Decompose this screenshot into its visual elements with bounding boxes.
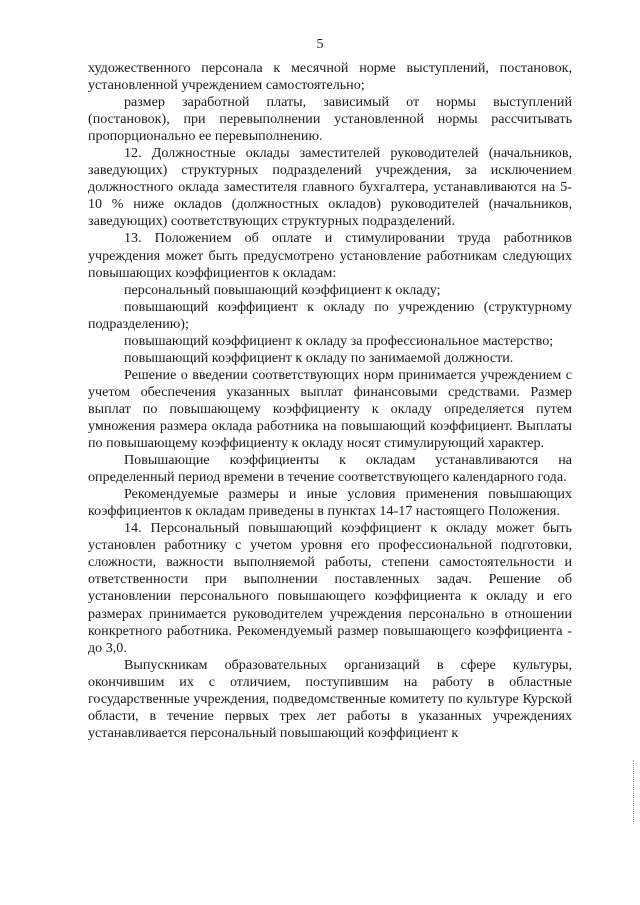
document-body (88, 60, 572, 742)
paragraph-continuation: художественного персонала к месячной норме выступлений, постановок, установленной учреждением самостоятельно; (88, 60, 572, 94)
scan-edge-mark (633, 760, 636, 824)
paragraph-period: Повышающие коэффициенты к окладам устанавливаются на определенный период времени в течение соответствующего календарного года. (88, 452, 572, 486)
paragraph-salary-norm: размер заработной платы, зависимый от нормы выступлений (постановок), при перевыполнении установленной нормы рассчитывать пропорционально ее перевыполнению. (88, 94, 572, 145)
list-item-position-coefficient: повышающий коэффициент к окладу по занимаемой должности. (124, 349, 514, 366)
paragraph-clause-13: 13. Положением об оплате и стимулировании труда работников учреждения может быть предусмотрено установление работникам следующих повышающих коэффициентов к окладам: (88, 230, 572, 281)
paragraph-graduates: Выпускникам образовательных организаций в сфере культуры, окончившим их с отличием, поступившим на работу в областные государственные учреждения, подведомственные комитету по культуре Курской области, в течение первых трех лет работы в указанных учреждениях устанавливается персональный повышающий коэффициент к (88, 656, 572, 741)
page-number: 5 (316, 37, 324, 52)
paragraph-clause-14: 14. Персональный повышающий коэффициент к окладу может быть установлен работнику с учетом уровня его профессиональной подготовки, сложности, важности выполняемой работы, степени самостоятельности и ответственности при выполнении поставленных задач. Решение об установлении персонального повышающего коэффициента к окладу и его размерах принимается руководителем учреждения персонально в отношении конкретного работника. Рекомендуемый размер повышающего коэффициента - до 3,0. (88, 520, 572, 656)
list-item-mastery-coefficient: повышающий коэффициент к окладу за профессиональное мастерство; (124, 332, 554, 349)
list-item-personal-coefficient: персональный повышающий коэффициент к окладу; (124, 281, 441, 298)
paragraph-recommended-sizes: Рекомендуемые размеры и иные условия применения повышающих коэффициентов к окладам приведены в пунктах 14-17 настоящего Положения. (88, 486, 572, 520)
paragraph-clause-12: 12. Должностные оклады заместителей руководителей (начальников, заведующих) структурных подразделений учреждения, за исключением должностного оклада заместителя главного бухгалтера, устанавливаются на 5-10 % ниже окладов (должностных окладов) руководителей (начальников, заведующих) соответствующих структурных подразделений. (88, 145, 572, 230)
list-item-institution-coefficient: повышающий коэффициент к окладу по учреждению (структурному подразделению); (88, 298, 572, 332)
paragraph-decision: Решение о введении соответствующих норм принимается учреждением с учетом обеспечения указанных выплат финансовыми средствами. Размер выплат по повышающему коэффициенту к окладу определяется путем умножения размера оклада работника на повышающий коэффициент. Выплаты по повышающему коэффициенту к окладу носят стимулирующий характер. (88, 366, 572, 452)
